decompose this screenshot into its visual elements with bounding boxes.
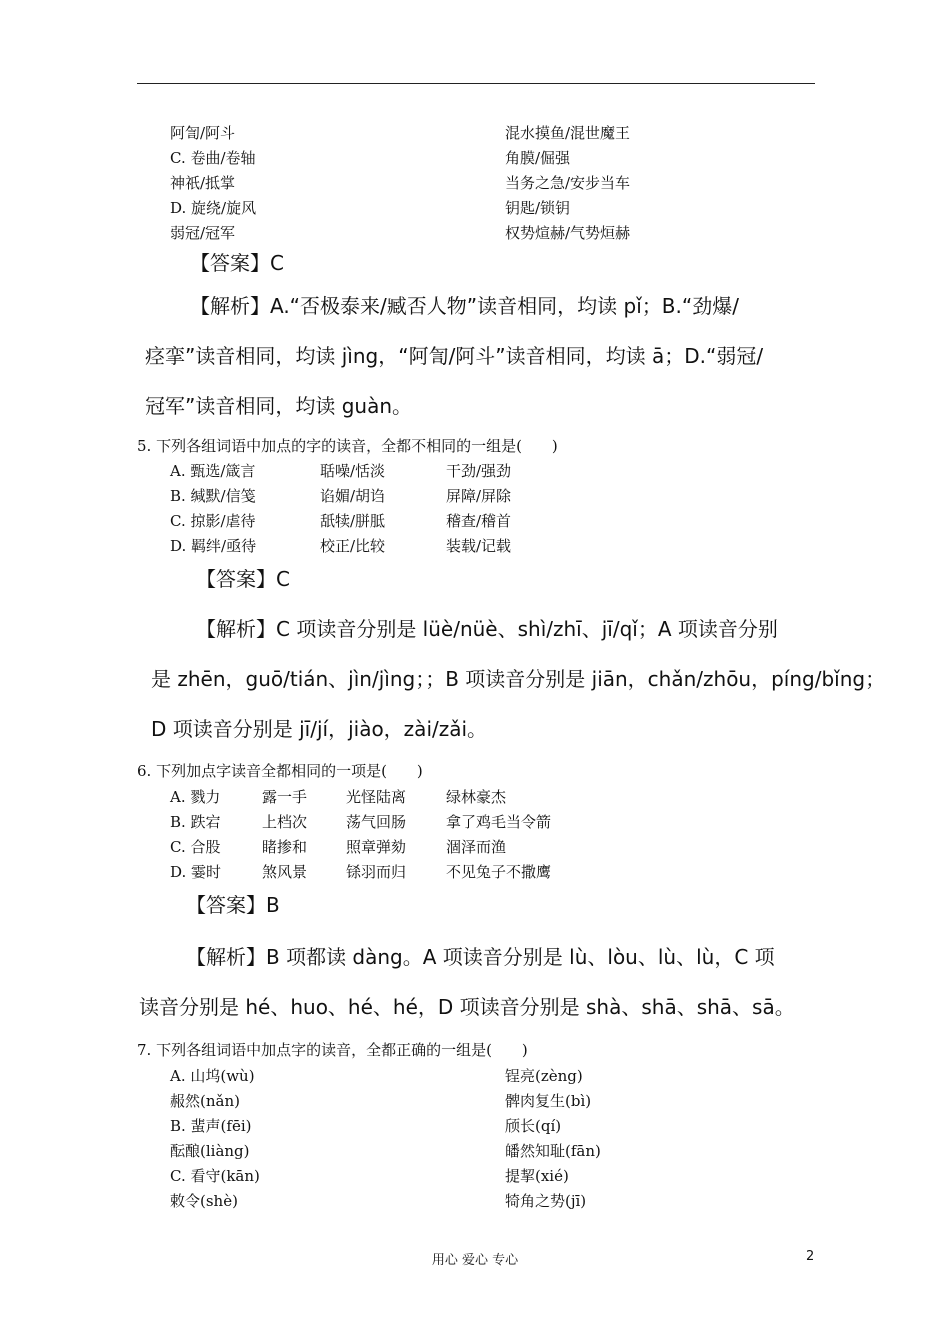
q6-option: 煞风景 [262, 863, 308, 881]
q7-option-right: 提挈(xié) [505, 1167, 569, 1185]
q4-option-left: 阿訇/阿斗 [170, 124, 236, 142]
q5-answer: 【答案】C [196, 567, 290, 591]
q4-analysis-line: 冠军”读音相同，均读 guàn。 [145, 394, 413, 418]
q7-stem: 7. 下列各组词语中加点字的读音，全都正确的一组是( ) [137, 1041, 528, 1059]
q4-option-right: 角膜/倔强 [505, 149, 571, 167]
q6-option: 荡气回肠 [346, 813, 407, 831]
q7-option-left: C. 看守(kān) [170, 1167, 260, 1185]
header-rule [137, 83, 815, 84]
q4-option-left: D. 旋绕/旋风 [170, 199, 257, 217]
q5-option: 舐犊/胼胝 [320, 512, 386, 530]
q4-option-right: 当务之急/安步当车 [505, 174, 631, 192]
q6-option: C. 合股 [170, 838, 221, 856]
q6-option: 拿了鸡毛当令箭 [446, 813, 552, 831]
q5-analysis-line: 是 zhēn，guō/tián、jìn/jìng；；B 项读音分别是 jiān，chǎn/zhōu，píng/bǐng； [151, 667, 886, 691]
q6-option: 不见兔子不撒鹰 [446, 863, 552, 881]
q5-option: 干劲/强劲 [446, 462, 512, 480]
q7-option-left: 赧然(nǎn) [170, 1092, 240, 1110]
q4-option-left: C. 卷曲/卷轴 [170, 149, 256, 167]
q5-option: D. 羁绊/亟待 [170, 537, 257, 555]
q6-stem: 6. 下列加点字读音全都相同的一项是( ) [137, 762, 423, 780]
q5-analysis-line: D 项读音分别是 jī/jí，jiào，zài/zǎi。 [151, 717, 488, 741]
q7-option-left: B. 蜚声(fēi) [170, 1117, 252, 1135]
q5-option: B. 缄默/信笺 [170, 487, 256, 505]
q6-option: 涸泽而渔 [446, 838, 507, 856]
q4-option-left: 神祇/抵掌 [170, 174, 236, 192]
q6-analysis-line: 【解析】B 项都读 dàng。A 项读音分别是 lù、lòu、lù、lù，C 项 [186, 945, 775, 969]
q7-option-right: 锃亮(zèng) [505, 1067, 583, 1085]
q7-option-right: 颀长(qí) [505, 1117, 562, 1135]
q6-option: 照章弹劾 [346, 838, 407, 856]
q7-option-left: A. 山坞(wù) [170, 1067, 255, 1085]
q7-option-right: 髀肉复生(bì) [505, 1092, 592, 1110]
q6-option: 露一手 [262, 788, 308, 806]
q5-analysis-line: 【解析】C 项读音分别是 lüè/nüè、shì/zhī、jī/qǐ；A 项读音分别 [196, 617, 778, 641]
q4-option-right: 混水摸鱼/混世魔王 [505, 124, 631, 142]
q4-analysis-line: 【解析】A.“否极泰来/臧否人物”读音相同，均读 pǐ；B.“劲爆/ [190, 294, 739, 318]
q6-option: A. 戮力 [170, 788, 221, 806]
q6-option: 铩羽而归 [346, 863, 407, 881]
q7-option-right: 皤然知耻(fān) [505, 1142, 601, 1160]
q5-option: 装载/记载 [446, 537, 512, 555]
q4-option-right: 权势煊赫/气势烜赫 [505, 224, 631, 242]
q6-analysis-line: 读音分别是 hé、huo、hé、hé，D 项读音分别是 shà、shā、shā、sā。 [139, 995, 795, 1019]
q6-answer: 【答案】B [186, 893, 280, 917]
q5-stem: 5. 下列各组词语中加点的字的读音，全都不相同的一组是( ) [137, 437, 558, 455]
q5-option: 校正/比较 [320, 537, 386, 555]
q6-option: 绿林豪杰 [446, 788, 507, 806]
q6-option: 睹掺和 [262, 838, 308, 856]
q5-option: C. 掠影/虐待 [170, 512, 256, 530]
q4-analysis-line: 痉挛”读音相同，均读 jìng，“阿訇/阿斗”读音相同，均读 ā；D.“弱冠/ [145, 344, 764, 368]
q5-option: A. 甄选/箴言 [170, 462, 256, 480]
q6-option: 光怪陆离 [346, 788, 407, 806]
q4-answer: 【答案】C [190, 251, 284, 275]
q4-option-right: 钥匙/锁钥 [505, 199, 571, 217]
q6-option: D. 霎时 [170, 863, 222, 881]
page-number: 2 [806, 1249, 815, 1264]
q7-option-left: 敕令(shè) [170, 1192, 238, 1210]
q5-option: 稽查/稽首 [446, 512, 512, 530]
q7-option-right: 犄角之势(jī) [505, 1192, 587, 1210]
q6-option: B. 跌宕 [170, 813, 221, 831]
q4-option-left: 弱冠/冠军 [170, 224, 236, 242]
page-footer: 用心 爱心 专心 [431, 1253, 519, 1268]
q5-option: 谄媚/胡诌 [320, 487, 386, 505]
q5-option: 聒噪/恬淡 [320, 462, 386, 480]
q5-option: 屏障/屏除 [446, 487, 512, 505]
q7-option-left: 酝酿(liàng) [170, 1142, 250, 1160]
q6-option: 上档次 [262, 813, 308, 831]
